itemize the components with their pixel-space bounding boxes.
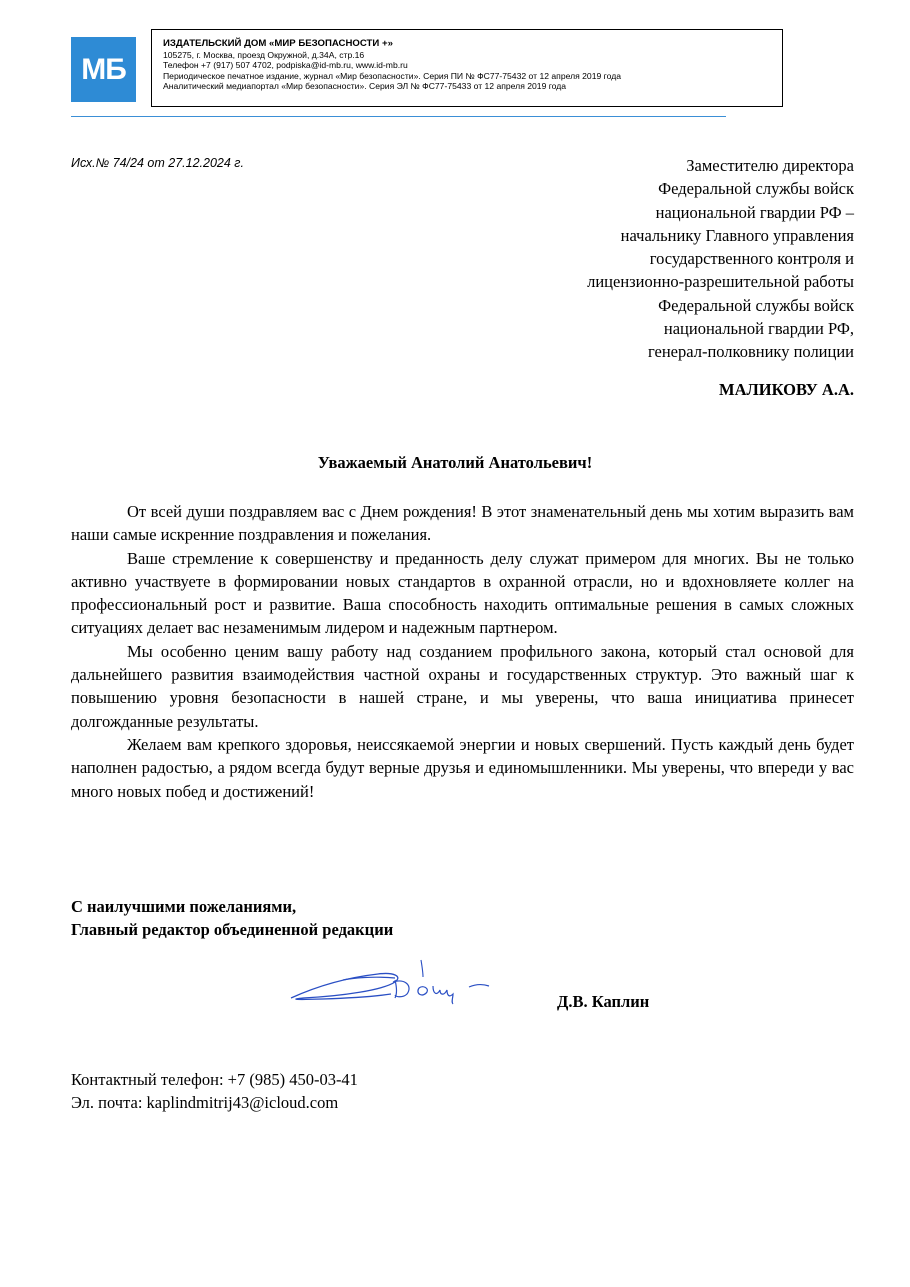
recipient-name: МАЛИКОВУ А.А. (719, 380, 854, 399)
contacts-block (71, 1068, 358, 1115)
body-paragraph: Желаем вам крепкого здоровья, неиссякаемой энергии и новых свершений. Пусть каждый день будет наполнен радостью, а рядом всегда будут верные друзья и единомышленники. Мы уверены, что впереди у вас много новых побед и достижений! (71, 734, 854, 801)
publisher-name: ИЗДАТЕЛЬСКИЙ ДОМ «МИР БЕЗОПАСНОСТИ +» (163, 38, 393, 49)
letterhead-contacts: Телефон +7 (917) 507 4702, podpiska@id-mb.ru, www.id-mb.ru (163, 60, 408, 71)
publisher-logo: МБ (71, 37, 136, 102)
letterhead-box (151, 29, 783, 107)
body-paragraph: Ваше стремление к совершенству и преданность делу служат примером для многих. Вы не только активно участвуете в формировании новых стандартов в охранной отрасли, но и вдохновляете коллег на профессиональный рост и развитие. Ваша способность находить оптимальные решения в самых сложных ситуациях делает вас незаменимым лидером и надежным партнером. (71, 548, 854, 638)
addressee-line: начальнику Главного управления (620, 225, 854, 245)
signer-name: Д.В. Каплин (557, 992, 650, 1011)
letterhead-registration-print: Периодическое печатное издание, журнал «Мир безопасности». Серия ПИ № ФС77-75432 от 12 апреля 2019 года (163, 70, 621, 81)
letterhead-divider (71, 116, 726, 117)
letter-body (71, 500, 854, 803)
addressee-line: Федеральной службы войск (658, 179, 854, 199)
outgoing-number: Исх.№ 74/24 от 27.12.2024 г. (71, 156, 244, 170)
addressee-line: Заместителю директора (686, 156, 854, 175)
contact-email: Эл. почта: kaplindmitrij43@icloud.com (71, 1093, 339, 1113)
addressee-line: национальной гвардии РФ, (663, 319, 854, 339)
body-paragraph: Мы особенно ценим вашу работу над созданием профильного закона, который стал основой для дальнейшего развития взаимодействия частной охраны и государственных структур. Это важный шаг к повышению уровня безопасности в нашей стране, и мы уверены, что ваша инициатива принесет долгожданные результаты. (71, 641, 854, 731)
addressee-line: государственного контроля и (649, 249, 854, 269)
salutation: Уважаемый Анатолий Анатольевич! (317, 453, 593, 472)
signer-title: Главный редактор объединенной редакции (71, 920, 394, 940)
addressee-line: национальной гвардии РФ – (655, 202, 854, 222)
letterhead-registration-online: Аналитический медиапортал «Мир безопасности». Серия ЭЛ № ФС77-75433 от 12 апреля 2019 года (163, 80, 567, 91)
handwritten-signature (283, 958, 498, 1008)
contact-phone: Контактный телефон: +7 (985) 450-03-41 (71, 1070, 358, 1089)
closing-block (71, 895, 393, 942)
addressee-line: лицензионно-разрешительной работы (587, 272, 854, 292)
addressee-block (434, 154, 854, 364)
addressee-line: генерал-полковнику полиции (647, 342, 854, 362)
body-paragraph: От всей души поздравляем вас с Днем рождения! В этот знаменательный день мы хотим выразить вам наши самые искренние поздравления и пожелания. (71, 502, 854, 545)
closing-phrase: С наилучшими пожеланиями, (71, 897, 297, 916)
addressee-line: Федеральной службы войск (658, 295, 854, 315)
letterhead-address: 105275, г. Москва, проезд Окружной, д.34А, стр.16 (163, 50, 365, 60)
